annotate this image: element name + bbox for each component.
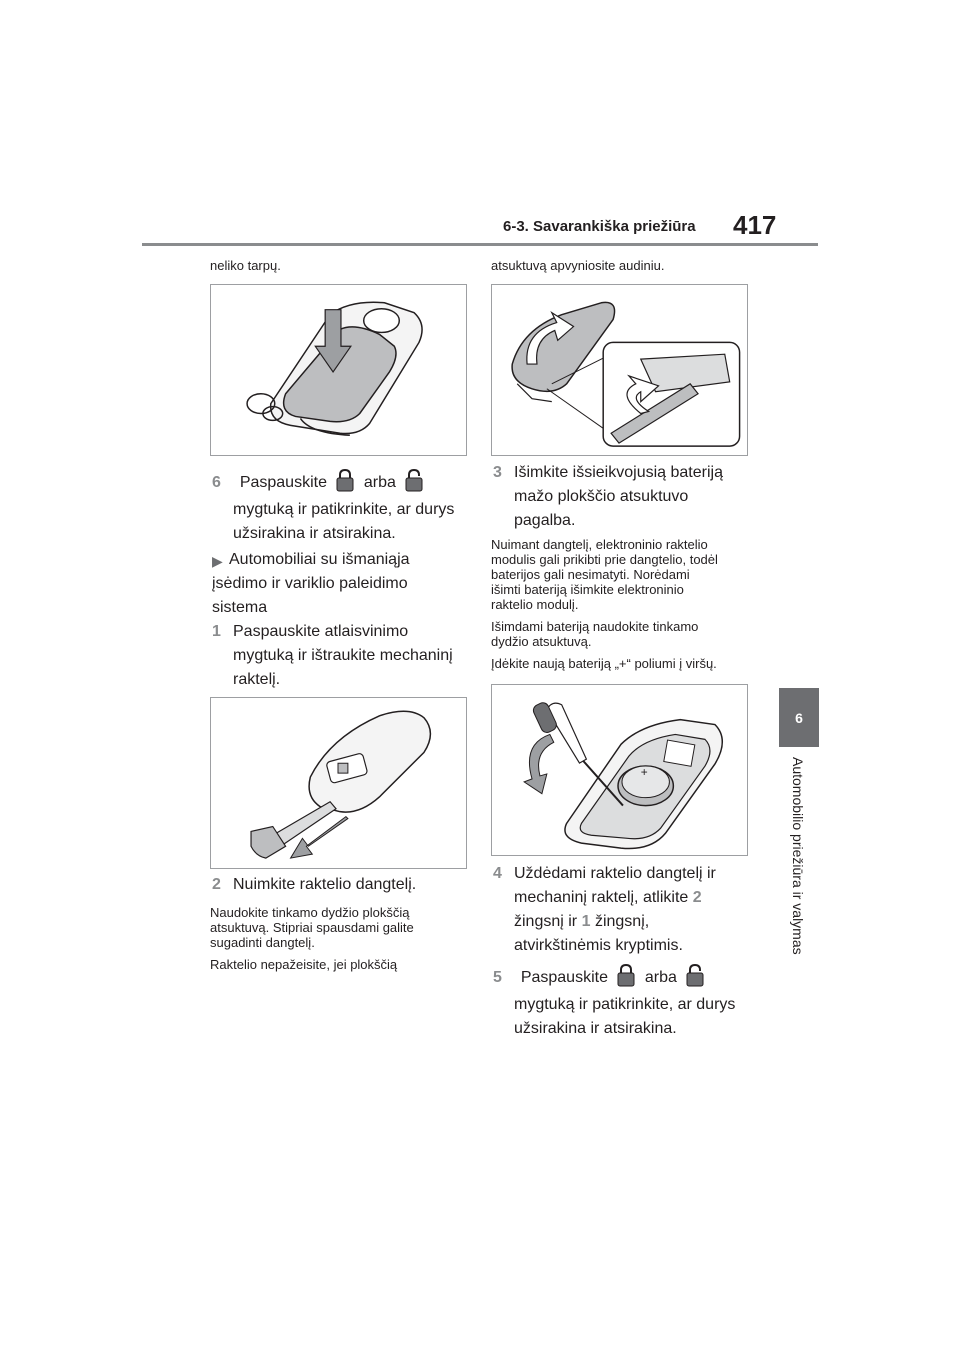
note-3-line-2: modulis gali prikibti prie dangtelio, todėl [491, 552, 718, 567]
figure-mechanical-key [210, 697, 467, 869]
step-1-number [212, 620, 221, 644]
triangle-bullet-icon: ▶ [212, 553, 223, 569]
step-number: 2 [212, 876, 221, 893]
step-number: 4 [493, 865, 502, 882]
note-3-line-3: baterijos gali nesimatyti. Norėdami [491, 567, 690, 582]
step-text: arba [644, 969, 677, 986]
system-heading-line-1: Automobiliai su išmaniąja [229, 551, 410, 568]
step-4-line-3 [514, 910, 649, 934]
header-rule [142, 243, 818, 246]
step-text: mechaninį raktelį, atlikite [514, 889, 689, 906]
left-intro-tail: neliko tarpų. [210, 258, 281, 273]
step-5-line-2: mygtuką ir patikrinkite, ar durys [514, 996, 736, 1013]
battery-plus-label: + [640, 764, 648, 779]
step-4-line-2 [514, 886, 702, 910]
step-text: arba [363, 474, 396, 491]
step-6-line-3: užsirakina ir atsirakina. [233, 525, 396, 542]
key-cover-illustration [211, 285, 466, 455]
note-4-line-2: dydžio atsuktuvą. [491, 634, 592, 649]
step-text: Paspauskite [520, 969, 608, 986]
note-1-line-2: atsuktuvą. Stipriai spausdami galite [210, 920, 414, 935]
figure-key-cover-press [210, 284, 467, 456]
figure-cover-removal [491, 284, 748, 456]
step-text: žingsnį, [594, 913, 650, 930]
step-2-number [212, 873, 221, 897]
mechanical-key-illustration [211, 698, 466, 868]
lock-icon [335, 468, 355, 492]
step-text: žingsnį ir [514, 913, 578, 930]
step-4-line-4: atvirkštinėmis kryptimis. [514, 937, 683, 954]
step-1-line-1: Paspauskite atlaisvinimo [233, 623, 409, 640]
note-2-line-1: Raktelio nepažeisite, jei plokščią [210, 957, 398, 972]
note-3-line-4: išimti bateriją išimkite elektroninio [491, 582, 684, 597]
note-3-line-5: raktelio modulį. [491, 597, 579, 612]
step-number: 1 [212, 623, 221, 640]
chapter-title-vertical [782, 757, 810, 982]
unlock-icon [404, 468, 424, 492]
step-5-line-3: užsirakina ir atsirakina. [514, 1020, 677, 1037]
step-3-line-2: mažo plokščio atsuktuvo [514, 488, 689, 505]
step-number: 3 [493, 464, 502, 481]
step-2-text: Nuimkite raktelio dangtelį. [233, 876, 417, 893]
lock-icon [616, 963, 636, 987]
battery-removal-illustration [492, 685, 747, 855]
note-3-line-1: Nuimant dangtelį, elektroninio raktelio [491, 537, 708, 552]
step-text: Paspauskite [239, 474, 327, 491]
step-number: 5 [493, 969, 502, 986]
chapter-title: Automobilio priežiūra ir valymas [790, 757, 806, 955]
note-4-line-1: Išimdami bateriją naudokite tinkamo [491, 619, 699, 634]
note-1-line-1: Naudokite tinkamo dydžio plokščią [210, 905, 410, 920]
step-reference: 1 [581, 913, 591, 930]
step-3-line-1: Išimkite išsieikvojusią bateriją [514, 464, 723, 481]
right-intro-tail: atsuktuvą apvyniosite audiniu. [491, 258, 665, 273]
section-title: 6-3. Savarankiška priežiūra [503, 218, 696, 235]
figure-battery-removal [491, 684, 748, 856]
cover-removal-illustration [492, 285, 747, 455]
step-reference: 2 [692, 889, 702, 906]
step-number: 6 [212, 474, 221, 491]
system-heading-line-3: sistema [212, 599, 268, 616]
step-4-line-1: Uždėdami raktelio dangtelį ir [514, 865, 716, 882]
system-heading-line-2: įsėdimo ir variklio paleidimo [212, 575, 408, 592]
step-3-number [493, 461, 502, 485]
step-1-line-2: mygtuką ir ištraukite mechaninį [233, 647, 453, 664]
step-3-line-3: pagalba. [514, 512, 576, 529]
note-5-line-1: Įdėkite naują bateriją „+“ poliumi į viršų. [491, 656, 717, 671]
page-number: 417 [733, 210, 777, 240]
unlock-icon [685, 963, 705, 987]
step-5 [493, 963, 709, 990]
note-1-line-3: sugadinti dangtelį. [210, 935, 315, 950]
step-1-line-3: raktelį. [233, 671, 281, 688]
chapter-tab [779, 688, 819, 747]
step-6-line-2: mygtuką ir patikrinkite, ar durys [233, 501, 455, 518]
step-4-number [493, 862, 502, 886]
chapter-number: 6 [795, 709, 803, 726]
step-6 [212, 468, 428, 495]
